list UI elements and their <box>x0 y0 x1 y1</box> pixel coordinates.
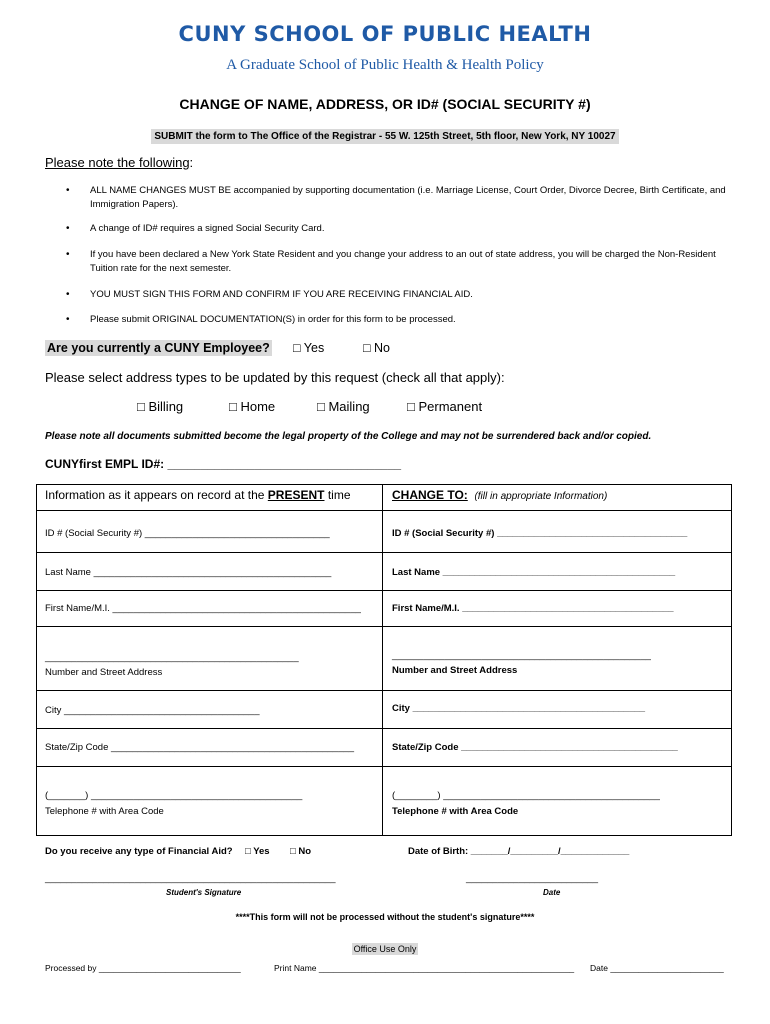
present-address-label: Number and Street Address <box>45 667 163 678</box>
employee-yes-checkbox[interactable]: □ Yes <box>293 341 325 355</box>
financial-aid-yes-checkbox[interactable]: □ Yes <box>245 846 270 857</box>
note-item-5: Please submit ORIGINAL DOCUMENTATION(S) in order for this form to be processed. <box>90 314 456 325</box>
address-type-question: Please select address types to be updated by this request (check all that apply): <box>45 370 505 385</box>
present-address-field[interactable]: ________________________________________________ <box>45 652 299 663</box>
table-row-border <box>36 552 732 553</box>
address-home-checkbox[interactable]: □ Home <box>229 399 276 414</box>
table-divider <box>382 484 383 836</box>
bullet-3: • <box>66 249 70 260</box>
financial-aid-no-checkbox[interactable]: □ No <box>290 846 312 857</box>
address-mailing-checkbox[interactable]: □ Mailing <box>317 399 370 414</box>
table-row-border <box>36 690 732 691</box>
new-address-label: Number and Street Address <box>392 665 518 676</box>
signature-date-label: Date <box>543 888 561 897</box>
office-use-text: Office Use Only <box>353 944 417 954</box>
office-date-field[interactable]: Date ________________________ <box>590 963 724 973</box>
school-logo-title: CUNY SCHOOL OF PUBLIC HEALTH <box>178 22 592 46</box>
address-billing-checkbox[interactable]: □ Billing <box>137 399 184 414</box>
empl-id-field[interactable]: CUNYfirst EMPL ID#: ___________________________________ <box>45 457 402 471</box>
new-city-field[interactable]: City ____________________________________________ <box>392 703 646 714</box>
signature-label: Student's Signature <box>166 888 242 897</box>
submit-instructions <box>0 126 770 144</box>
bullet-1: • <box>66 185 70 196</box>
new-state-zip-field[interactable]: State/Zip Code _________________________________________ <box>392 742 678 753</box>
new-phone-label: Telephone # with Area Code <box>392 806 519 817</box>
notes-heading-colon: : <box>189 155 194 170</box>
note-item-4: YOU MUST SIGN THIS FORM AND CONFIRM IF YOU ARE RECEIVING FINANCIAL AID. <box>90 289 473 300</box>
present-id-field[interactable]: ID # (Social Security #) ___________________________________ <box>45 528 330 539</box>
note-item-2: A change of ID# requires a signed Social Security Card. <box>90 223 325 234</box>
bullet-4: • <box>66 289 70 300</box>
date-of-birth-field[interactable]: Date of Birth: _______/_________/_____________ <box>408 846 630 857</box>
new-phone-field[interactable]: (________) _________________________________________ <box>392 790 660 801</box>
new-address-field[interactable]: _________________________________________________ <box>392 650 651 661</box>
present-heading-pre: Information as it appears on record at the <box>45 488 268 502</box>
signature-warning: ****This form will not be processed without the student's signature**** <box>235 912 535 922</box>
table-row-border <box>36 766 732 767</box>
present-heading-emphasis: PRESENT <box>267 488 325 502</box>
employee-question: Are you currently a CUNY Employee? <box>47 341 270 355</box>
table-row-border <box>36 728 732 729</box>
note-item-1: ALL NAME CHANGES MUST BE accompanied by supporting documentation (i.e. Marriage License, Court Order, Divorce Decree, Birth Certificate, and Immigration Papers). <box>90 185 726 210</box>
present-last-name-field[interactable]: Last Name _____________________________________________ <box>45 567 332 578</box>
financial-aid-question: Do you receive any type of Financial Aid? <box>45 846 233 857</box>
bullet-5: • <box>66 314 70 325</box>
change-to-hint: (fill in appropriate Information) <box>474 491 608 502</box>
present-heading-post: time <box>324 488 351 502</box>
signature-field[interactable]: _______________________________________________________ <box>45 873 336 884</box>
present-phone-field[interactable]: (_______) ________________________________________ <box>45 790 303 801</box>
employee-no-checkbox[interactable]: □ No <box>363 341 391 355</box>
present-info-heading <box>45 488 351 502</box>
bullet-2: • <box>66 223 70 234</box>
present-phone-label: Telephone # with Area Code <box>45 806 164 817</box>
new-first-name-field[interactable]: First Name/M.I. ________________________________________ <box>392 603 674 614</box>
present-city-field[interactable]: City _____________________________________ <box>45 705 260 716</box>
change-to-label: CHANGE TO: <box>392 488 468 502</box>
address-permanent-checkbox[interactable]: □ Permanent <box>407 399 483 414</box>
notes-heading <box>45 155 193 170</box>
signature-date-field[interactable]: _________________________ <box>466 873 599 884</box>
submit-instructions-text: SUBMIT the form to The Office of the Registrar - 55 W. 125th Street, 5th floor, New York, NY 10027 <box>151 129 618 144</box>
present-state-zip-field[interactable]: State/Zip Code ______________________________________________ <box>45 742 355 753</box>
table-row-border <box>36 590 732 591</box>
table-row-border <box>36 510 732 511</box>
legal-notice: Please note all documents submitted become the legal property of the College and may not be surrendered back and/or copied. <box>45 431 652 442</box>
new-last-name-field[interactable]: Last Name ____________________________________________ <box>392 567 676 578</box>
present-first-name-field[interactable]: First Name/M.I. _______________________________________________ <box>45 603 361 614</box>
school-logo-subtitle: A Graduate School of Public Health & Health Policy <box>226 57 544 73</box>
processed-by-field[interactable]: Processed by ______________________________ <box>45 963 241 973</box>
new-id-field[interactable]: ID # (Social Security #) ____________________________________ <box>392 528 688 539</box>
note-item-3: If you have been declared a New York State Resident and you change your address to an out of state address, you will be charged the Non-Resident Tuition rate for the next semester. <box>90 249 716 274</box>
form-title: CHANGE OF NAME, ADDRESS, OR ID# (SOCIAL SECURITY #) <box>179 96 591 112</box>
table-row-border <box>36 626 732 627</box>
notes-heading-text: Please note the following <box>45 155 190 170</box>
print-name-field[interactable]: Print Name ______________________________________________________ <box>274 963 575 973</box>
office-use-banner <box>0 939 770 957</box>
change-to-heading <box>392 488 607 502</box>
